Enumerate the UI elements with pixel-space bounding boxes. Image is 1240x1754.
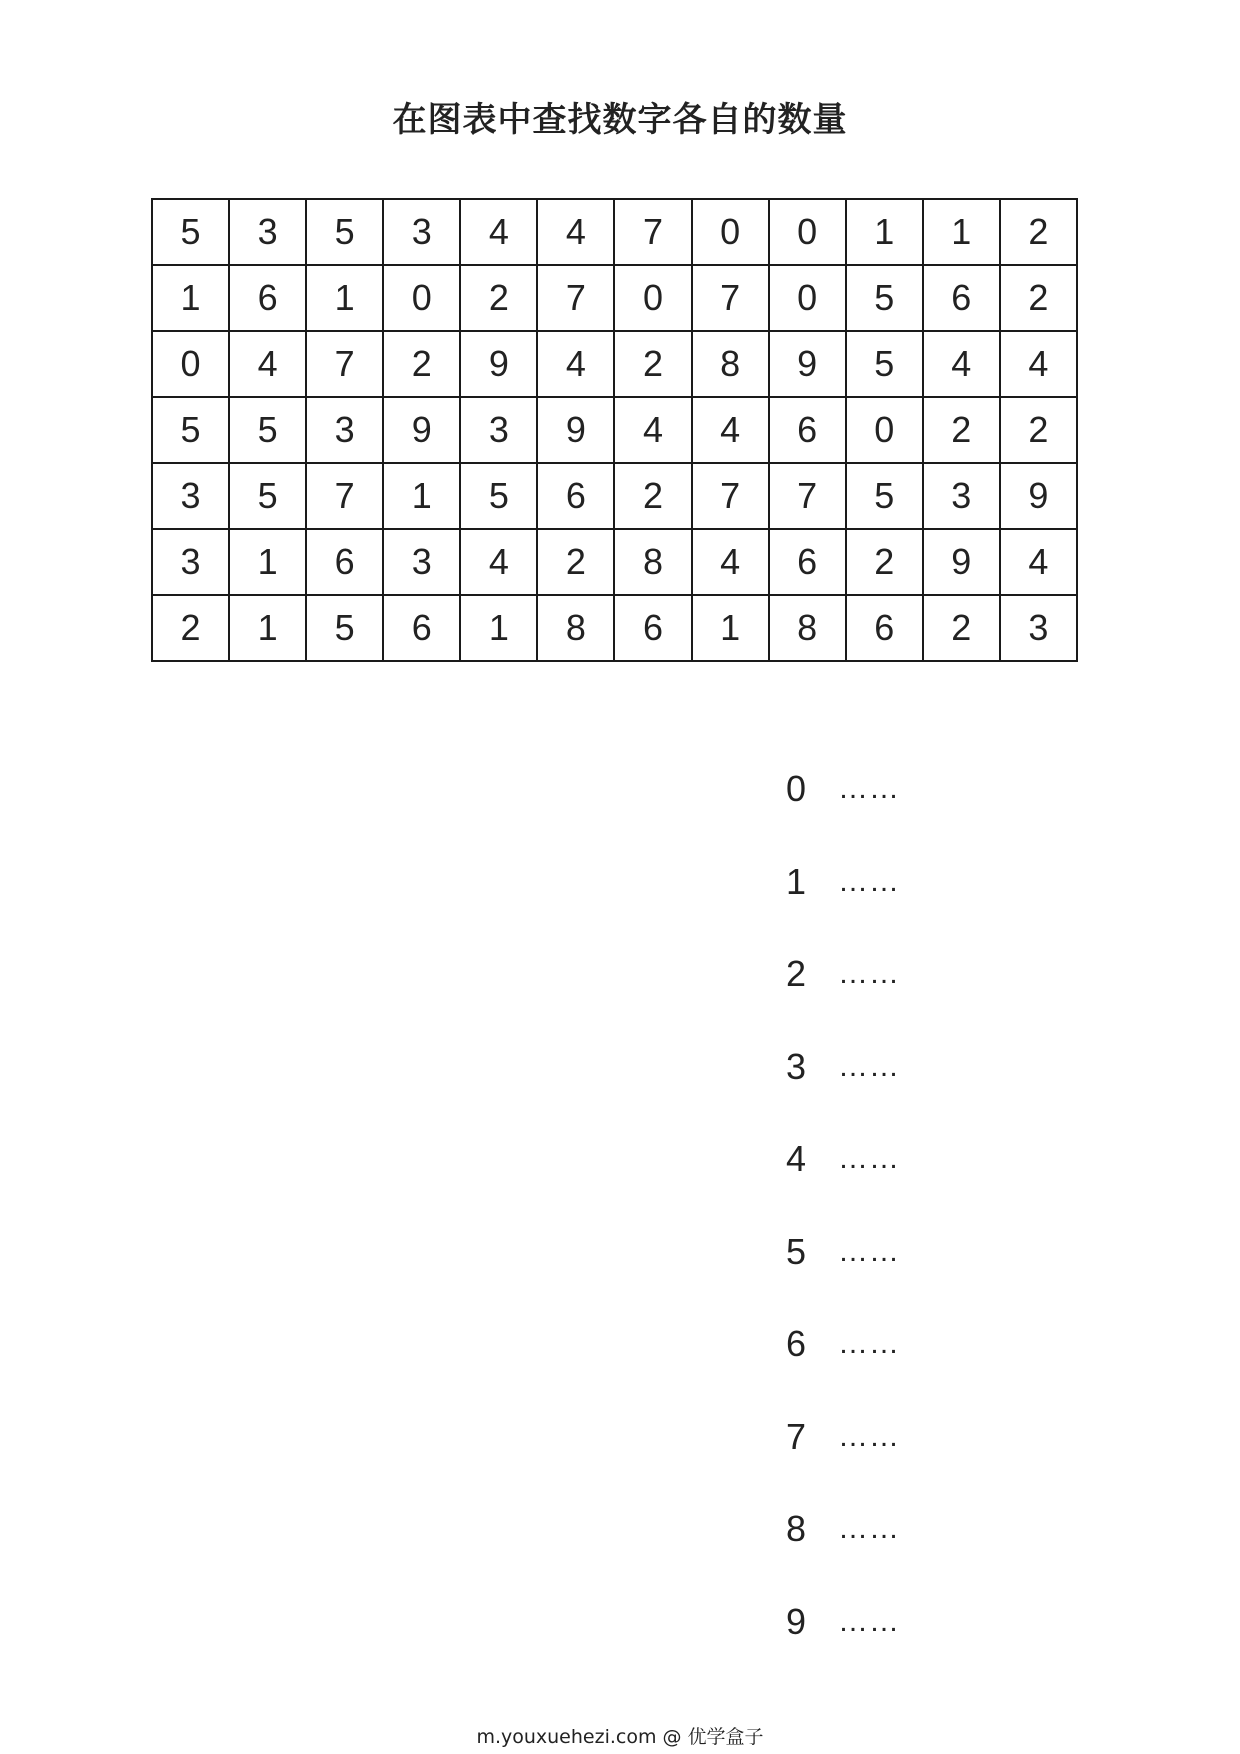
- answer-row: [786, 1231, 1046, 1324]
- grid-cell: 1: [923, 199, 1000, 265]
- footer-watermark: m.youxuehezi.com @ 优学盒子: [476, 1726, 764, 1748]
- grid-row: [152, 199, 1077, 265]
- answer-row: [786, 1046, 1046, 1139]
- grid-cell: 2: [923, 595, 1000, 661]
- answer-blank[interactable]: ……: [838, 864, 900, 898]
- answer-digit-label: 3: [786, 1045, 807, 1087]
- grid-cell: 2: [1000, 199, 1077, 265]
- grid-row: [152, 529, 1077, 595]
- grid-cell: 2: [383, 331, 460, 397]
- grid-cell: 9: [923, 529, 1000, 595]
- grid-cell: 9: [537, 397, 614, 463]
- grid-cell: 6: [614, 595, 691, 661]
- grid-cell: 2: [1000, 265, 1077, 331]
- answer-blank[interactable]: ……: [838, 1327, 900, 1360]
- grid-cell: 3: [306, 397, 383, 463]
- answer-blank[interactable]: ……: [838, 957, 900, 990]
- grid-cell: 2: [614, 331, 691, 397]
- grid-cell: 8: [537, 595, 614, 661]
- answer-digit-label: 0: [786, 768, 807, 809]
- answer-digit-label: 9: [786, 1600, 807, 1642]
- grid-cell: 2: [152, 595, 229, 661]
- grid-row: [152, 595, 1077, 661]
- grid-cell: 2: [460, 265, 537, 331]
- grid-cell: 5: [152, 199, 229, 265]
- grid-cell: 0: [692, 199, 769, 265]
- grid-cell: 4: [537, 331, 614, 397]
- answer-row: [786, 1508, 1046, 1601]
- grid-cell: 1: [692, 595, 769, 661]
- grid-cell: 7: [692, 463, 769, 529]
- grid-cell: 4: [692, 397, 769, 463]
- grid-cell: 9: [769, 331, 846, 397]
- answer-blank[interactable]: ……: [838, 1512, 900, 1545]
- grid-cell: 7: [614, 199, 691, 265]
- answer-digit-label: 8: [786, 1508, 807, 1549]
- grid-cell: 1: [846, 199, 923, 265]
- grid-cell: 5: [460, 463, 537, 529]
- grid-cell: 3: [460, 397, 537, 463]
- grid-cell: 5: [306, 199, 383, 265]
- grid-cell: 6: [846, 595, 923, 661]
- grid-cell: 1: [460, 595, 537, 661]
- answer-digit-label: 2: [786, 953, 807, 994]
- grid-cell: 6: [229, 265, 306, 331]
- answer-row: [786, 1138, 1046, 1231]
- grid-row: [152, 463, 1077, 529]
- answer-blank[interactable]: ……: [838, 1234, 900, 1268]
- grid-cell: 6: [306, 529, 383, 595]
- grid-cell: 4: [229, 331, 306, 397]
- grid-cell: 2: [1000, 397, 1077, 463]
- grid-cell: 4: [460, 529, 537, 595]
- grid-cell: 4: [923, 331, 1000, 397]
- grid-cell: 7: [537, 265, 614, 331]
- answer-blank[interactable]: ……: [838, 1142, 900, 1175]
- grid-cell: 5: [846, 331, 923, 397]
- answer-digit-label: 5: [786, 1230, 807, 1272]
- grid-cell: 8: [769, 595, 846, 661]
- grid-cell: 4: [614, 397, 691, 463]
- grid-cell: 2: [846, 529, 923, 595]
- grid-cell: 3: [1000, 595, 1077, 661]
- grid-cell: 3: [383, 199, 460, 265]
- grid-cell: 0: [846, 397, 923, 463]
- grid-cell: 0: [614, 265, 691, 331]
- answer-row: [786, 1416, 1046, 1509]
- answer-blank[interactable]: ……: [838, 1049, 900, 1083]
- page-title: 在图表中查找数字各自的数量: [392, 100, 848, 140]
- grid-cell: 0: [769, 199, 846, 265]
- grid-cell: 5: [152, 397, 229, 463]
- grid-cell: 3: [383, 529, 460, 595]
- grid-cell: 6: [769, 397, 846, 463]
- grid-cell: 6: [383, 595, 460, 661]
- grid-cell: 5: [846, 265, 923, 331]
- answer-row: [786, 1601, 1046, 1694]
- grid-cell: 0: [769, 265, 846, 331]
- grid-cell: 5: [229, 463, 306, 529]
- grid-cell: 8: [614, 529, 691, 595]
- number-grid: [151, 198, 1078, 662]
- grid-cell: 7: [769, 463, 846, 529]
- answer-row: [786, 861, 1046, 954]
- answer-digit-label: 6: [786, 1323, 807, 1364]
- grid-row: [152, 331, 1077, 397]
- answer-digit-label: 7: [786, 1415, 807, 1457]
- grid-cell: 1: [229, 595, 306, 661]
- grid-cell: 4: [537, 199, 614, 265]
- grid-cell: 8: [692, 331, 769, 397]
- grid-cell: 7: [306, 331, 383, 397]
- answer-row: [786, 1323, 1046, 1416]
- grid-cell: 7: [306, 463, 383, 529]
- grid-row: [152, 265, 1077, 331]
- answer-row: [786, 768, 1046, 861]
- grid-cell: 4: [1000, 529, 1077, 595]
- grid-cell: 5: [846, 463, 923, 529]
- grid-cell: 5: [306, 595, 383, 661]
- grid-cell: 1: [306, 265, 383, 331]
- grid-cell: 4: [460, 199, 537, 265]
- grid-cell: 3: [152, 529, 229, 595]
- grid-cell: 6: [923, 265, 1000, 331]
- grid-cell: 2: [923, 397, 1000, 463]
- grid-cell: 1: [383, 463, 460, 529]
- grid-cell: 4: [1000, 331, 1077, 397]
- grid-row: [152, 397, 1077, 463]
- grid-cell: 6: [769, 529, 846, 595]
- answer-digit-label: 4: [786, 1138, 807, 1179]
- grid-cell: 1: [152, 265, 229, 331]
- grid-cell: 9: [1000, 463, 1077, 529]
- grid-cell: 7: [692, 265, 769, 331]
- answer-blank[interactable]: ……: [838, 1604, 900, 1638]
- grid-cell: 3: [923, 463, 1000, 529]
- grid-cell: 9: [460, 331, 537, 397]
- answer-row: [786, 953, 1046, 1046]
- answer-blank[interactable]: ……: [838, 1419, 900, 1453]
- answer-blank[interactable]: ……: [838, 772, 900, 805]
- grid-cell: 1: [229, 529, 306, 595]
- grid-cell: 5: [229, 397, 306, 463]
- grid-cell: 0: [383, 265, 460, 331]
- grid-cell: 6: [537, 463, 614, 529]
- grid-cell: 4: [692, 529, 769, 595]
- grid-cell: 9: [383, 397, 460, 463]
- grid-cell: 0: [152, 331, 229, 397]
- grid-cell: 2: [614, 463, 691, 529]
- answer-digit-label: 1: [786, 860, 807, 902]
- grid-cell: 3: [152, 463, 229, 529]
- answer-list: [786, 768, 1046, 1693]
- grid-cell: 2: [537, 529, 614, 595]
- grid-cell: 3: [229, 199, 306, 265]
